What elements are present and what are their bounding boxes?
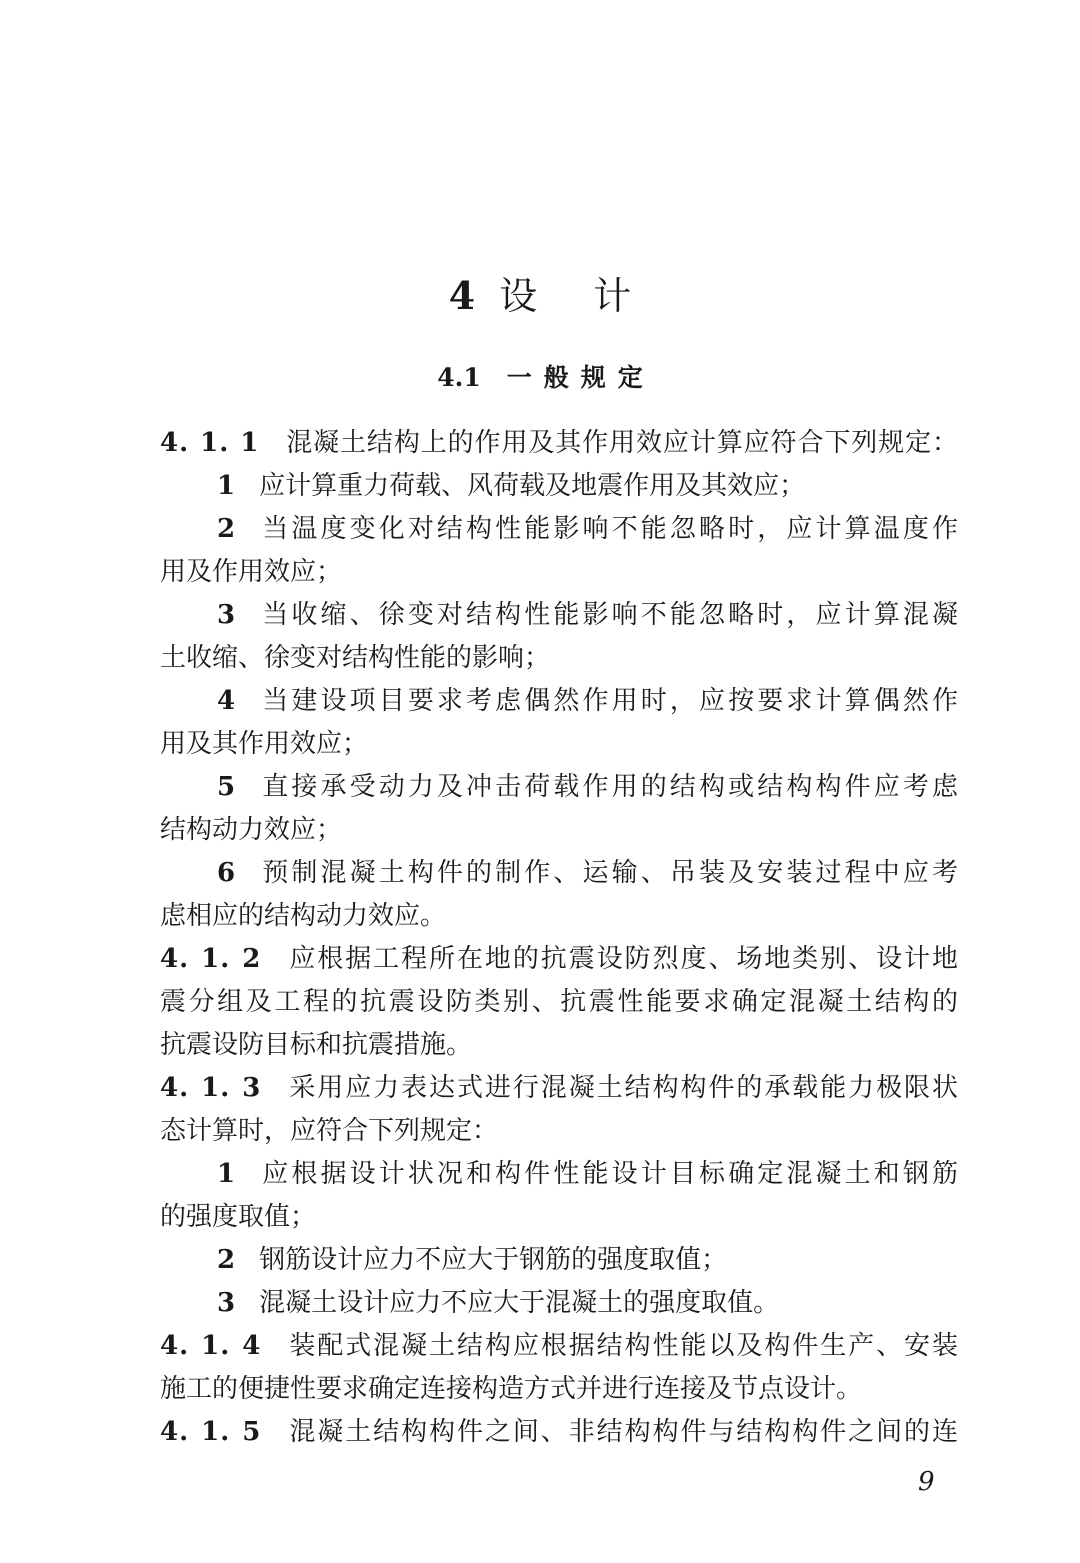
text-line [160,981,958,1024]
line-text: 混凝土结构构件之间、非结构构件与结构构件之间的连 [287,1417,958,1447]
text-line [160,1282,958,1325]
line-text: 混凝土设计应力不应大于混凝土的强度取值。 [259,1288,780,1318]
clause-number: 4. 1. 3 [160,1073,262,1103]
text-line [160,809,958,852]
line-text: 抗震设防目标和抗震措施。 [160,1030,473,1060]
item-number: 3 [217,1288,236,1318]
section-title-text: 一般规定 [506,363,655,392]
item-number: 2 [217,1245,236,1275]
clause-number: 4. 1. 5 [160,1417,262,1447]
line-text: 预制混凝土构件的制作、运输、吊装及安装过程中应考 [259,858,958,888]
line-text: 用及作用效应； [160,557,343,587]
line-text: 混凝土结构上的作用及其作用效应计算应符合下列规定： [285,428,958,458]
text-line [160,1153,958,1196]
text-line [160,594,958,637]
line-text: 施工的便捷性要求确定连接构造方式并进行连接及节点设计。 [160,1374,863,1404]
chapter-number: 4 [448,273,478,318]
text-line [160,465,958,508]
line-text: 结构动力效应； [160,815,343,845]
item-number: 5 [217,772,236,802]
line-text: 应根据设计状况和构件性能设计目标确定混凝土和钢筋 [259,1159,958,1189]
line-text: 当建设项目要求考虑偶然作用时，应按要求计算偶然作 [259,686,958,716]
text-line [160,1325,958,1368]
text-line [160,1196,958,1239]
text-line [160,723,958,766]
section-title [0,358,1080,398]
line-text: 钢筋设计应力不应大于钢筋的强度取值； [259,1245,728,1275]
clause-number: 4. 1. 2 [160,944,262,974]
line-text: 震分组及工程的抗震设防类别、抗震性能要求确定混凝土结构的 [160,987,958,1017]
text-line [160,852,958,895]
text-line [160,766,958,809]
line-text: 应计算重力荷载、风荷载及地震作用及其效应； [259,471,806,501]
item-number: 1 [217,471,236,501]
line-text: 当温度变化对结构性能影响不能忽略时，应计算温度作 [259,514,958,544]
text-line [160,680,958,723]
line-text: 当收缩、徐变对结构性能影响不能忽略时，应计算混凝 [259,600,958,630]
item-number: 2 [217,514,236,544]
body-text [160,422,958,1454]
chapter-title-text: 设计 [499,274,688,318]
line-text: 采用应力表达式进行混凝土结构构件的承载能力极限状 [287,1073,958,1103]
item-number: 4 [217,686,236,716]
item-number: 3 [217,600,236,630]
chapter-title [0,268,1080,324]
text-line [160,1024,958,1067]
line-text: 用及其作用效应； [160,729,369,759]
text-line [160,895,958,938]
line-text: 的强度取值； [160,1202,317,1232]
line-text: 态计算时，应符合下列规定： [160,1116,499,1146]
section-number: 4.1 [437,363,481,392]
text-line [160,1110,958,1153]
text-line [160,1067,958,1110]
text-line [160,508,958,551]
text-line [160,637,958,680]
item-number: 1 [217,1159,236,1189]
text-line [160,1368,958,1411]
line-text: 应根据工程所在地的抗震设防烈度、场地类别、设计地 [287,944,958,974]
line-text: 虑相应的结构动力效应。 [160,901,447,931]
page-number: 9 [918,1467,935,1497]
text-line [160,938,958,981]
clause-number: 4. 1. 1 [160,428,260,458]
line-text: 装配式混凝土结构应根据结构性能以及构件生产、安装 [287,1331,958,1361]
item-number: 6 [217,858,236,888]
line-text: 直接承受动力及冲击荷载作用的结构或结构构件应考虑 [259,772,958,802]
clause-number: 4. 1. 4 [160,1331,262,1361]
text-line [160,551,958,594]
text-line [160,422,958,465]
text-line [160,1411,958,1454]
text-line [160,1239,958,1282]
line-text: 土收缩、徐变对结构性能的影响； [160,643,551,673]
